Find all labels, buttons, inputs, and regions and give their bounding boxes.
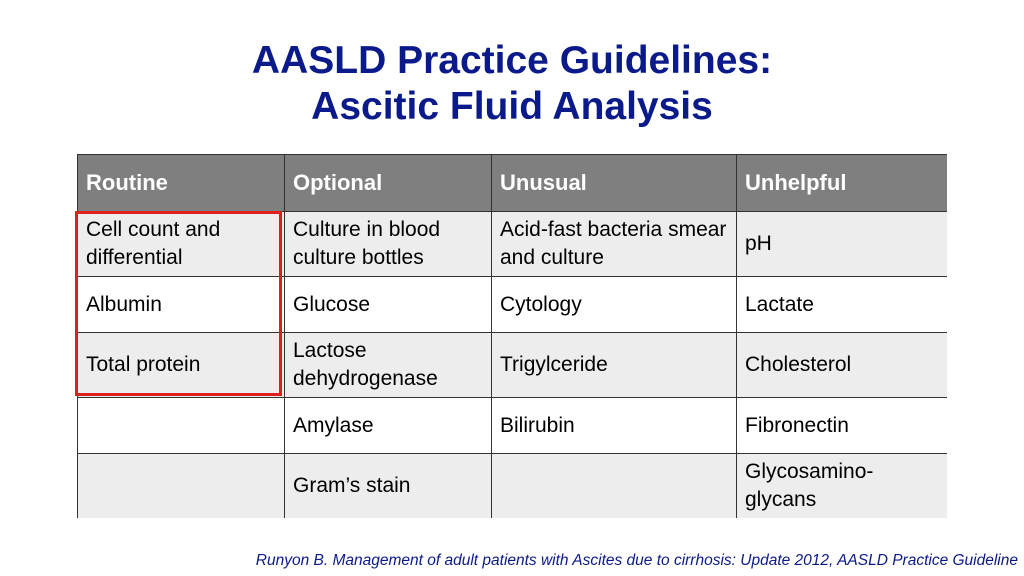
slide-title-line2: Ascitic Fluid Analysis [311,85,713,128]
header-unhelpful: Unhelpful [737,155,948,212]
table-cell: Culture in blood culture bottles [285,212,492,277]
table-row [78,333,948,398]
table-cell: Cholesterol [737,333,948,398]
table-cell [492,454,737,519]
table-cell: Bilirubin [492,398,737,454]
table-row [78,454,948,519]
header-unusual: Unusual [492,155,737,212]
slide-title-line1: AASLD Practice Guidelines: [251,39,773,82]
slide-title [0,38,1024,130]
table-cell [78,398,285,454]
table-cell: Trigylceride [492,333,737,398]
citation-footnote: Runyon B. Management of adult patients with Ascites due to cirrhosis: Update 2012, AASLD Practice Guideline [255,552,1018,569]
table-cell: Fibronectin [737,398,948,454]
table-cell: Cytology [492,277,737,333]
table-row [78,277,948,333]
table-row [78,212,948,277]
analysis-table-container [77,154,947,518]
header-optional: Optional [285,155,492,212]
header-routine: Routine [78,155,285,212]
table-cell: Lactate [737,277,948,333]
table-cell: Albumin [78,277,285,333]
table-cell: Glycosamino-glycans [737,454,948,519]
table-cell: pH [737,212,948,277]
table-cell: Glucose [285,277,492,333]
table-cell: Acid-fast bacteria smear and culture [492,212,737,277]
table-row [78,398,948,454]
table-header-row [78,155,948,212]
table-cell: Gram’s stain [285,454,492,519]
table-cell: Amylase [285,398,492,454]
table-cell: Total protein [78,333,285,398]
table-cell [78,454,285,519]
ascitic-fluid-analysis-table [77,154,947,518]
table-cell: Cell count and differential [78,212,285,277]
table-cell: Lactose dehydrogenase [285,333,492,398]
